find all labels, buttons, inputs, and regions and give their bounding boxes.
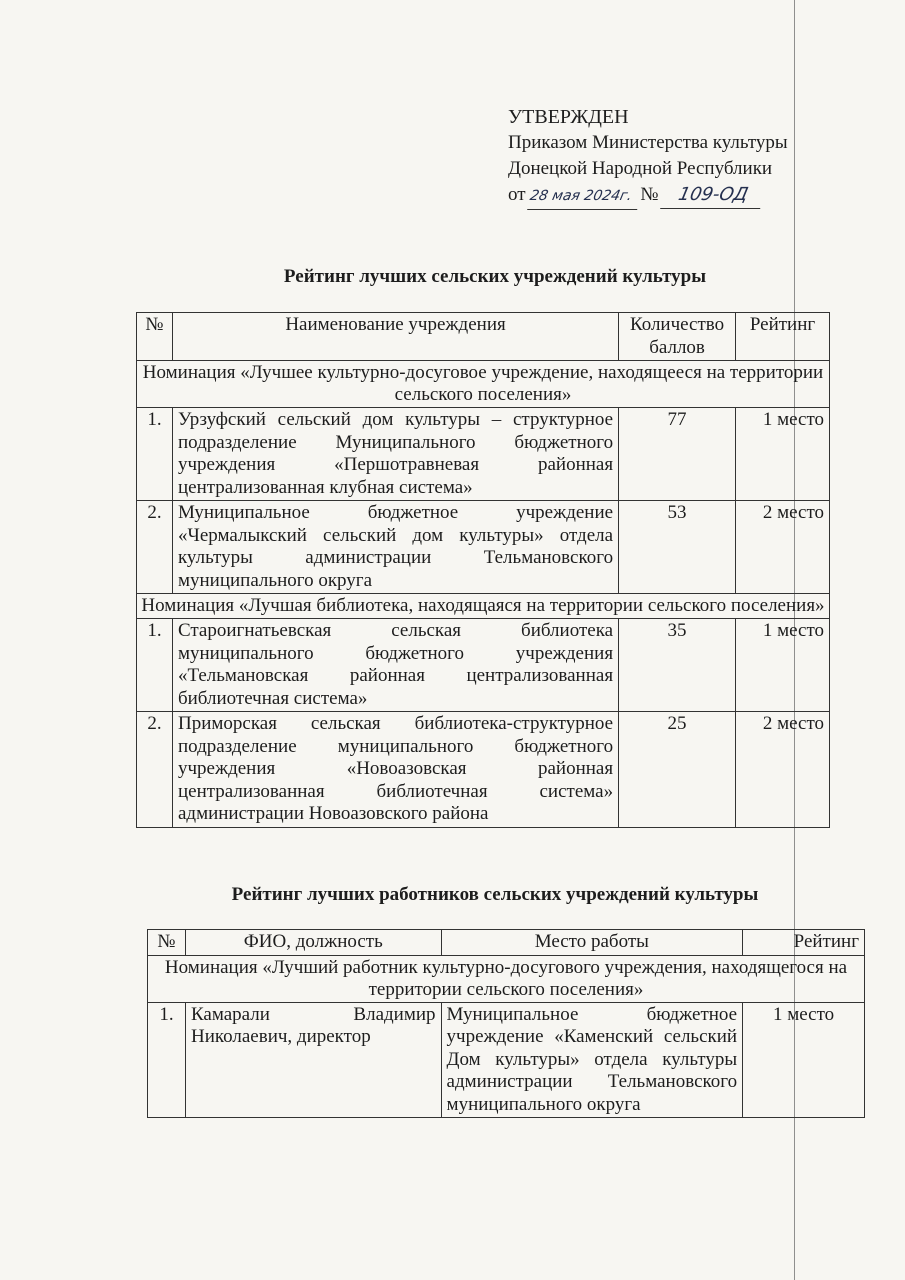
nomination-row: [137, 361, 830, 408]
rank: 2 место: [736, 501, 830, 594]
institution-name: Муниципальное бюджетное учреждение «Чермалыкский сельский дом культуры» отдела культуры администрации Тельмановского муниципального округа: [172, 501, 618, 594]
nomination-row: [148, 955, 865, 1002]
table-header-row: [148, 930, 865, 956]
row-number: 1.: [137, 619, 173, 712]
rank: 1 место: [736, 408, 830, 501]
score: 77: [619, 408, 736, 501]
nomination-title: Номинация «Лучшая библиотека, находящаяся на территории сельского поселения»: [137, 594, 830, 619]
institution-name: Урзуфский сельский дом культуры – структурное подразделение Муниципального бюджетного учреждения «Першотравневая районная централизованная клубная система»: [172, 408, 618, 501]
header-score: Количество баллов: [619, 313, 736, 361]
person-name: Камарали Владимир Николаевич, директор: [185, 1002, 441, 1118]
institutions-rating-table: [136, 312, 830, 828]
approval-line2: Донецкой Народной Республики: [508, 158, 773, 179]
rank: 1 место: [736, 619, 830, 712]
approval-date-line: [508, 182, 788, 210]
table-row: [137, 501, 830, 594]
handwritten-date: 28 мая 2024г.: [527, 183, 643, 210]
workers-rating-table: [147, 929, 865, 1118]
handwritten-order-number: 109-ОД: [660, 182, 766, 209]
approval-block: [508, 104, 788, 210]
institution-name: Староигнатьевская сельская библиотека муниципального бюджетного учреждения «Тельмановская районная централизованная библиотечная система»: [172, 619, 618, 712]
table2-title: Рейтинг лучших работников сельских учреждений культуры: [231, 884, 759, 905]
table-row: [148, 1002, 865, 1118]
header-rank: Рейтинг: [743, 930, 865, 956]
header-rank: Рейтинг: [736, 313, 830, 361]
table-header-row: [137, 313, 830, 361]
row-number: 2.: [137, 712, 173, 828]
rank: 1 место: [743, 1002, 865, 1118]
table-row: [137, 408, 830, 501]
table1-title: Рейтинг лучших сельских учреждений культуры: [283, 266, 707, 287]
approval-heading: УТВЕРЖДЕН: [508, 106, 629, 128]
approval-line1: Приказом Министерства культуры: [508, 132, 788, 153]
header-number: №: [137, 313, 173, 361]
score: 25: [619, 712, 736, 828]
number-sign: №: [640, 184, 659, 205]
header-name: Наименование учреждения: [172, 313, 618, 361]
score: 35: [619, 619, 736, 712]
nomination-title: Номинация «Лучший работник культурно-досугового учреждения, находящегося на территории сельского поселения»: [148, 955, 865, 1002]
table-row: [137, 619, 830, 712]
row-number: 2.: [137, 501, 173, 594]
institution-name: Приморская сельская библиотека-структурное подразделение муниципального бюджетного учреждения «Новоазовская районная централизованная библиотечная система» администрации Новоазовского района: [172, 712, 618, 828]
rank: 2 место: [736, 712, 830, 828]
header-workplace: Место работы: [441, 930, 743, 956]
nomination-title: Номинация «Лучшее культурно-досуговое учреждение, находящееся на территории сельского поселения»: [137, 361, 830, 408]
workplace: Муниципальное бюджетное учреждение «Каменский сельский Дом культуры» отдела культуры администрации Тельмановского муниципального округа: [441, 1002, 743, 1118]
approval-prefix: от: [508, 184, 526, 205]
table-row: [137, 712, 830, 828]
row-number: 1.: [148, 1002, 186, 1118]
header-person: ФИО, должность: [185, 930, 441, 956]
header-number: №: [148, 930, 186, 956]
row-number: 1.: [137, 408, 173, 501]
nomination-row: [137, 594, 830, 619]
score: 53: [619, 501, 736, 594]
